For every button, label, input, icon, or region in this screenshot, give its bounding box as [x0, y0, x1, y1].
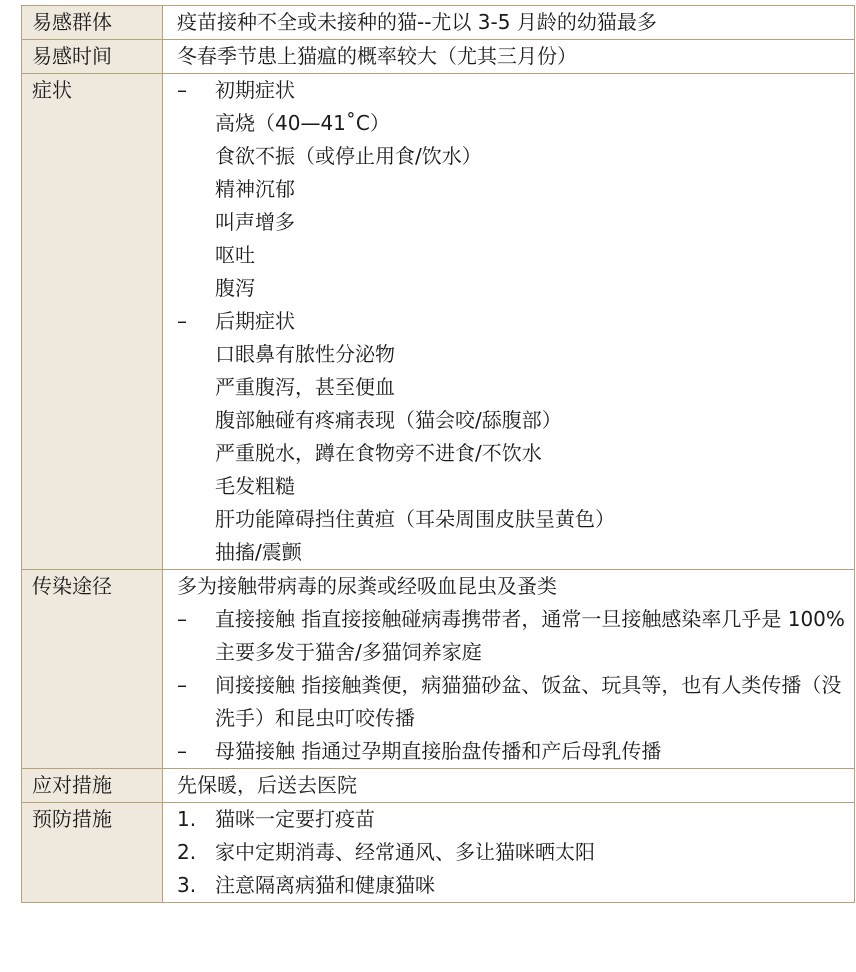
row-label: 应对措施	[32, 773, 112, 797]
row-label-cell	[22, 40, 163, 74]
row-label: 传染途径	[32, 574, 112, 598]
list-item: 精神沉郁	[215, 177, 295, 201]
list-item: 腹部触碰有疼痛表现（猫会咬/舔腹部）	[215, 408, 562, 432]
list-item	[177, 869, 846, 902]
symptoms-content-cell	[163, 74, 855, 570]
row-label-cell	[22, 74, 163, 570]
row-text: 先保暖，后送去医院	[177, 773, 357, 797]
list-item-text: 猫咪一定要打疫苗	[215, 807, 375, 831]
row-label: 易感时间	[32, 44, 112, 68]
list-item: 高烧（40—41˚C）	[215, 111, 390, 135]
list-number: 3.	[177, 873, 197, 897]
table-row-symptoms	[22, 74, 855, 570]
row-content-cell	[163, 769, 855, 803]
list-number: 1.	[177, 807, 197, 831]
row-label: 症状	[32, 78, 72, 102]
dash-marker: –	[177, 673, 187, 697]
row-content-cell	[163, 6, 855, 40]
heading-text: 初期症状	[215, 78, 295, 102]
dash-marker: –	[177, 607, 187, 631]
row-label: 易感群体	[32, 10, 112, 34]
list-item-text: 注意隔离病猫和健康猫咪	[215, 873, 435, 897]
list-item	[177, 836, 846, 869]
heading-text: 后期症状	[215, 309, 295, 333]
list-item: 腹泻	[215, 276, 255, 300]
cat-distemper-info-table	[21, 5, 855, 903]
row-label-cell	[22, 803, 163, 903]
row-label-cell	[22, 769, 163, 803]
list-item: 口眼鼻有脓性分泌物	[215, 342, 395, 366]
list-item-text: 母猫接触 指通过孕期直接胎盘传播和产后母乳传播	[215, 739, 662, 763]
early-symptoms-heading	[177, 74, 846, 107]
transmission-intro: 多为接触带病毒的尿粪或经吸血昆虫及蚤类	[177, 574, 557, 598]
list-item: 严重脱水，蹲在食物旁不进食/不饮水	[215, 441, 542, 465]
transmission-content-cell	[163, 570, 855, 769]
table-row-transmission	[22, 570, 855, 769]
table-row-susceptible-time	[22, 40, 855, 74]
row-content-cell	[163, 40, 855, 74]
list-item: 毛发粗糙	[215, 474, 295, 498]
dash-marker: –	[177, 739, 187, 763]
list-item-text: 间接接触 指接触粪便，病猫猫砂盆、饭盆、玩具等，也有人类传播（没洗手）和昆虫叮咬传播	[215, 673, 842, 730]
list-item: 严重腹泻，甚至便血	[215, 375, 395, 399]
row-label: 预防措施	[32, 807, 112, 831]
table-row-prevention	[22, 803, 855, 903]
row-label-cell	[22, 570, 163, 769]
table-row-response	[22, 769, 855, 803]
list-item	[177, 735, 846, 768]
list-item: 叫声增多	[215, 210, 295, 234]
list-item: 肝功能障碍挡住黄疸（耳朵周围皮肤呈黄色）	[215, 507, 615, 531]
list-number: 2.	[177, 840, 197, 864]
list-item	[177, 669, 846, 735]
row-text: 冬春季节患上猫瘟的概率较大（尤其三月份）	[177, 44, 577, 68]
list-item: 抽搐/震颤	[215, 540, 302, 564]
dash-marker: –	[177, 78, 187, 102]
list-item: 食欲不振（或停止用食/饮水）	[215, 144, 482, 168]
list-item-text: 直接接触 指直接接触碰病毒携带者，通常一旦接触感染率几乎是 100% 主要多发于猫舍/多猫饲养家庭	[215, 607, 845, 664]
row-label-cell	[22, 6, 163, 40]
row-text: 疫苗接种不全或未接种的猫--尤以 3-5 月龄的幼猫最多	[177, 10, 657, 34]
late-symptoms-heading	[177, 305, 846, 338]
prevention-content-cell	[163, 803, 855, 903]
list-item-text: 家中定期消毒、经常通风、多让猫咪晒太阳	[215, 840, 595, 864]
list-item	[177, 603, 846, 669]
dash-marker: –	[177, 309, 187, 333]
list-item: 呕吐	[215, 243, 255, 267]
list-item	[177, 803, 846, 836]
table-row-susceptible-group	[22, 6, 855, 40]
